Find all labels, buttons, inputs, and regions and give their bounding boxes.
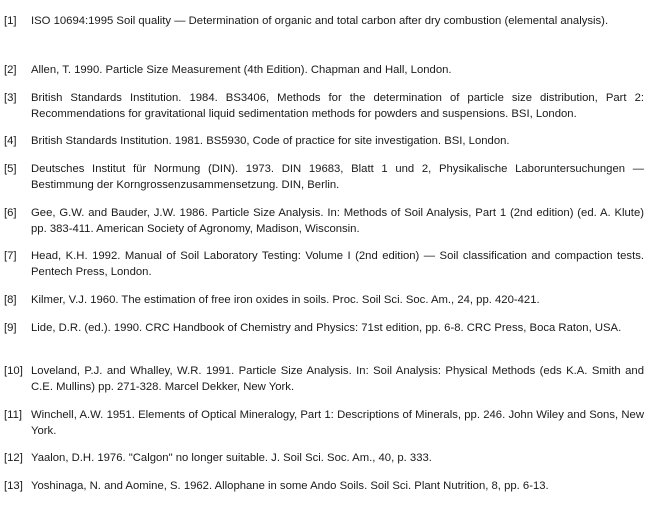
reference-text: Loveland, P.J. and Whalley, W.R. 1991. Particle Size Analysis. In: Soil Analysis: Physical Methods (eds K.A. Smith and C.E. Mullins) pp. 271-328. Marcel Dekker, New York. (31, 365, 644, 393)
reference-item (4, 90, 644, 122)
reference-number: [4] (4, 135, 17, 147)
reference-text: Gee, G.W. and Bauder, J.W. 1986. Particle Size Analysis. In: Methods of Soil Analysis, Part 1 (2nd edition) (ed. A. Klute) pp. 383-411. American Society of Agronomy, Madison, Wisconsin. (31, 207, 644, 235)
reference-item (4, 13, 644, 29)
reference-number: [6] (4, 207, 17, 219)
reference-item (4, 248, 644, 280)
reference-text: Yaalon, D.H. 1976. "Calgon" no longer suitable. J. Soil Sci. Soc. Am., 40, p. 333. (31, 452, 432, 464)
reference-item (4, 205, 644, 237)
reference-number: [5] (4, 163, 17, 175)
reference-item (4, 292, 644, 308)
reference-number: [3] (4, 92, 17, 104)
reference-item (4, 407, 644, 439)
reference-text: British Standards Institution. 1984. BS3406, Methods for the determination of particle size distribution, Part 2: Recommendations for gravitational liquid sedimentation methods for powders and suspensions. BSI, London. (31, 92, 644, 120)
reference-item (4, 161, 644, 193)
reference-text: British Standards Institution. 1981. BS5930, Code of practice for site investigation. BSI, London. (31, 135, 510, 147)
reference-text: Head, K.H. 1992. Manual of Soil Laboratory Testing: Volume I (2nd edition) — Soil classification and compaction tests. Pentech Press, London. (31, 250, 644, 278)
reference-number: [10] (4, 365, 23, 377)
reference-item (4, 133, 644, 149)
reference-text: Allen, T. 1990. Particle Size Measurement (4th Edition). Chapman and Hall, London. (31, 64, 452, 76)
reference-number: [2] (4, 64, 17, 76)
reference-item (4, 450, 644, 466)
reference-text: ISO 10694:1995 Soil quality — Determination of organic and total carbon after dry combustion (elemental analysis). (31, 15, 609, 27)
reference-number: [7] (4, 250, 17, 262)
reference-item (4, 62, 644, 78)
reference-text: Lide, D.R. (ed.). 1990. CRC Handbook of Chemistry and Physics: 71st edition, pp. 6-8. CRC Press, Boca Raton, USA. (31, 322, 622, 334)
reference-text: Winchell, A.W. 1951. Elements of Optical Mineralogy, Part 1: Descriptions of Minerals, pp. 246. John Wiley and Sons, New York. (31, 409, 644, 437)
reference-item (4, 320, 644, 336)
reference-text: Kilmer, V.J. 1960. The estimation of free iron oxides in soils. Proc. Soil Sci. Soc. Am., 24, pp. 420-421. (31, 294, 540, 306)
reference-text: Deutsches Institut für Normung (DIN). 1973. DIN 19683, Blatt 1 und 2, Physikalische Laboruntersuchungen — Bestimmung der Korngrossenzusammensetzung. DIN, Berlin. (31, 163, 644, 191)
reference-text: Yoshinaga, N. and Aomine, S. 1962. Allophane in some Ando Soils. Soil Sci. Plant Nutrition, 8, pp. 6-13. (31, 480, 549, 492)
reference-number: [12] (4, 452, 23, 464)
reference-item (4, 478, 644, 494)
reference-number: [11] (4, 409, 23, 421)
reference-number: [13] (4, 480, 23, 492)
reference-number: [9] (4, 322, 17, 334)
reference-number: [8] (4, 294, 17, 306)
reference-number: [1] (4, 15, 17, 27)
reference-item (4, 363, 644, 395)
